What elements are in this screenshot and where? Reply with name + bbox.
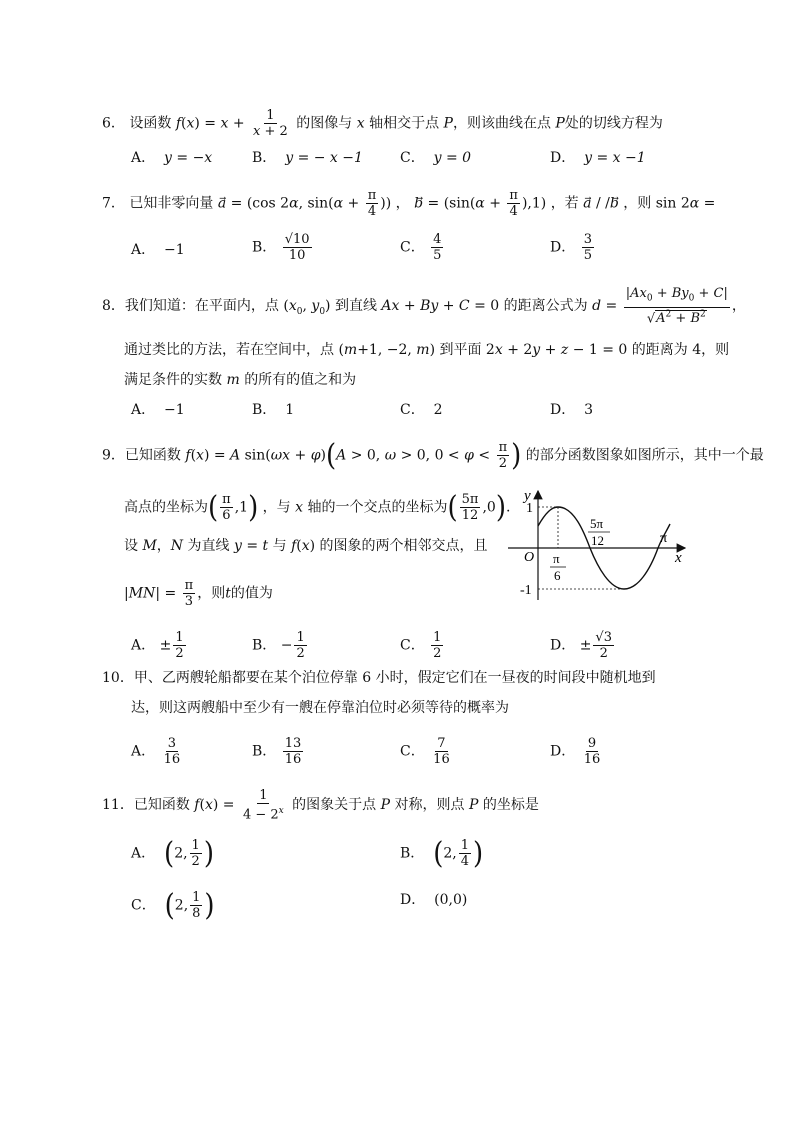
q6-option-b[interactable]: B． y = − x −1 xyxy=(252,150,363,166)
q10-line-2: 达，则这两艘船中至少有一艘在停靠泊位时必须等待的概率为 xyxy=(131,700,509,716)
q11-option-d[interactable]: D． (0,0) xyxy=(400,892,468,908)
q9-line-3: 设 M，N 为直线 y = t 与 f(x) 的图象的两个相邻交点，且 xyxy=(124,538,488,554)
q8-distance-formula: $\frac{|Ax_0 + By_0 + C|}{√A^2 + B^2}$ xyxy=(625,286,728,326)
q9-option-a[interactable]: A． ± $\frac{1}{2}$ xyxy=(131,630,184,661)
q8-option-b[interactable]: B． 1 xyxy=(252,402,295,418)
q7-option-c[interactable]: C． $\frac{4}{5}$ xyxy=(400,232,442,263)
q9-option-b[interactable]: B． − $\frac{1}{2}$ xyxy=(252,630,305,661)
q10-option-c[interactable]: C． $\frac{7}{16}$ xyxy=(400,736,450,767)
q9-number: 9． xyxy=(102,447,125,464)
y-axis-label: y xyxy=(524,488,531,504)
q11-stem: 11．已知函数 f(x) = $\frac{1}{4 - 2^x}$ 的图象关于点 P 对称，则点 P 的坐标是 xyxy=(102,788,539,823)
q6-option-d[interactable]: D． y = x −1 xyxy=(550,150,646,166)
q6-number: 6． xyxy=(102,115,125,132)
q8-line-3: 满足条件的实数 m 的所有的值之和为 xyxy=(124,372,357,388)
q6-stem: 6． 设函数 f(x) = x + $\frac{1}{x + 2}$ 的图像与 x 轴相交于点 P，则该曲线在点 P处的切线方程为 xyxy=(102,108,663,139)
q10-line-1: 10．甲、乙两艘轮船都要在某个泊位停靠 6 小时，假定它们在一昼夜的时间段中随机地到 xyxy=(102,670,656,686)
q11-option-a[interactable]: A． (2, $\frac{1}{2}$ ) xyxy=(131,836,214,871)
q7-option-d[interactable]: D． $\frac{3}{5}$ xyxy=(550,232,592,263)
q8-option-d[interactable]: D． 3 xyxy=(550,402,594,418)
q8-number: 8． xyxy=(102,297,125,314)
q8-option-a[interactable]: A． −1 xyxy=(131,402,185,418)
q9-line-4: |MN| = $\frac{\pi}{3}$ ，则t的值为 xyxy=(124,578,273,609)
tick-neg1: -1 xyxy=(520,583,532,598)
q10-option-d[interactable]: D． $\frac{9}{16}$ xyxy=(550,736,601,767)
q10-number: 10． xyxy=(102,670,134,686)
q11-option-c[interactable]: C． (2, $\frac{1}{8}$ ) xyxy=(131,888,215,923)
q6-fraction: $\frac{1}{x + 2}$ xyxy=(253,108,288,139)
tick-1: 1 xyxy=(526,501,533,516)
q6-option-a[interactable]: A． y = −x xyxy=(131,150,213,166)
q8-line-2: 通过类比的方法，若在空间中，点 (m+1, −2, m) 到平面 2x + 2y + z − 1 = 0 的距离为 4，则 xyxy=(124,342,730,358)
q11-number: 11． xyxy=(102,797,134,814)
q9-line-1: 9．已知函数 f(x) = A sin(ωx + φ)(A > 0, ω > 0, 0 < φ < $\frac{\pi}{2}$ ) 的部分函数图象如图所示，其中一个最 xyxy=(102,438,764,473)
q11-option-b[interactable]: B． (2, $\frac{1}{4}$ ) xyxy=(400,836,484,871)
tick-pi: π xyxy=(660,531,668,546)
q7-stem: 7． 已知非零向量 a⃗ = (cos 2α, sin(α + $\frac{\pi}{4}$ )) ， b⃗ = (sin(α + $\frac{\pi}{4}$ ),1) ，若 a⃗ / /b⃗ ，则 sin 2α = xyxy=(102,188,716,219)
q6-option-c[interactable]: C． y = 0 xyxy=(400,150,472,166)
q9-option-c[interactable]: C． $\frac{1}{2}$ xyxy=(400,630,442,661)
tick-pi6-den: 6 xyxy=(554,568,561,583)
q10-option-a[interactable]: A． $\frac{3}{16}$ xyxy=(131,736,181,767)
q9-option-d[interactable]: D． ± $\frac{√3}{2}$ xyxy=(550,630,612,661)
tick-5pi12-num: 5π xyxy=(590,516,604,531)
q10-option-b[interactable]: B． $\frac{13}{16}$ xyxy=(252,736,302,767)
tick-5pi12-den: 12 xyxy=(591,533,604,548)
q8-option-c[interactable]: C． 2 xyxy=(400,402,443,418)
q8-line-1: 8．我们知道：在平面内，点 ($x_0$, $y_0$) 到直线 Ax + By + C = 0 的距离公式为 d = $\frac{|Ax_0 + By_0 + C|}{√A^2 + B^2}$ ， xyxy=(102,286,746,326)
q9-sine-graph xyxy=(502,488,692,606)
q9-line-2: 高点的坐标为( $\frac{\pi}{6}$ ,1) ，与 x 轴的一个交点的坐标为( $\frac{5\pi}{12}$ ,0). xyxy=(124,490,511,525)
x-axis-label: x xyxy=(675,550,682,566)
origin-label: O xyxy=(524,550,535,565)
q7-number: 7． xyxy=(102,195,125,212)
tick-pi6-num: π xyxy=(553,551,560,566)
q7-option-a[interactable]: A． −1 xyxy=(131,242,185,258)
q7-option-b[interactable]: B． $\frac{√10}{10}$ xyxy=(252,232,310,263)
